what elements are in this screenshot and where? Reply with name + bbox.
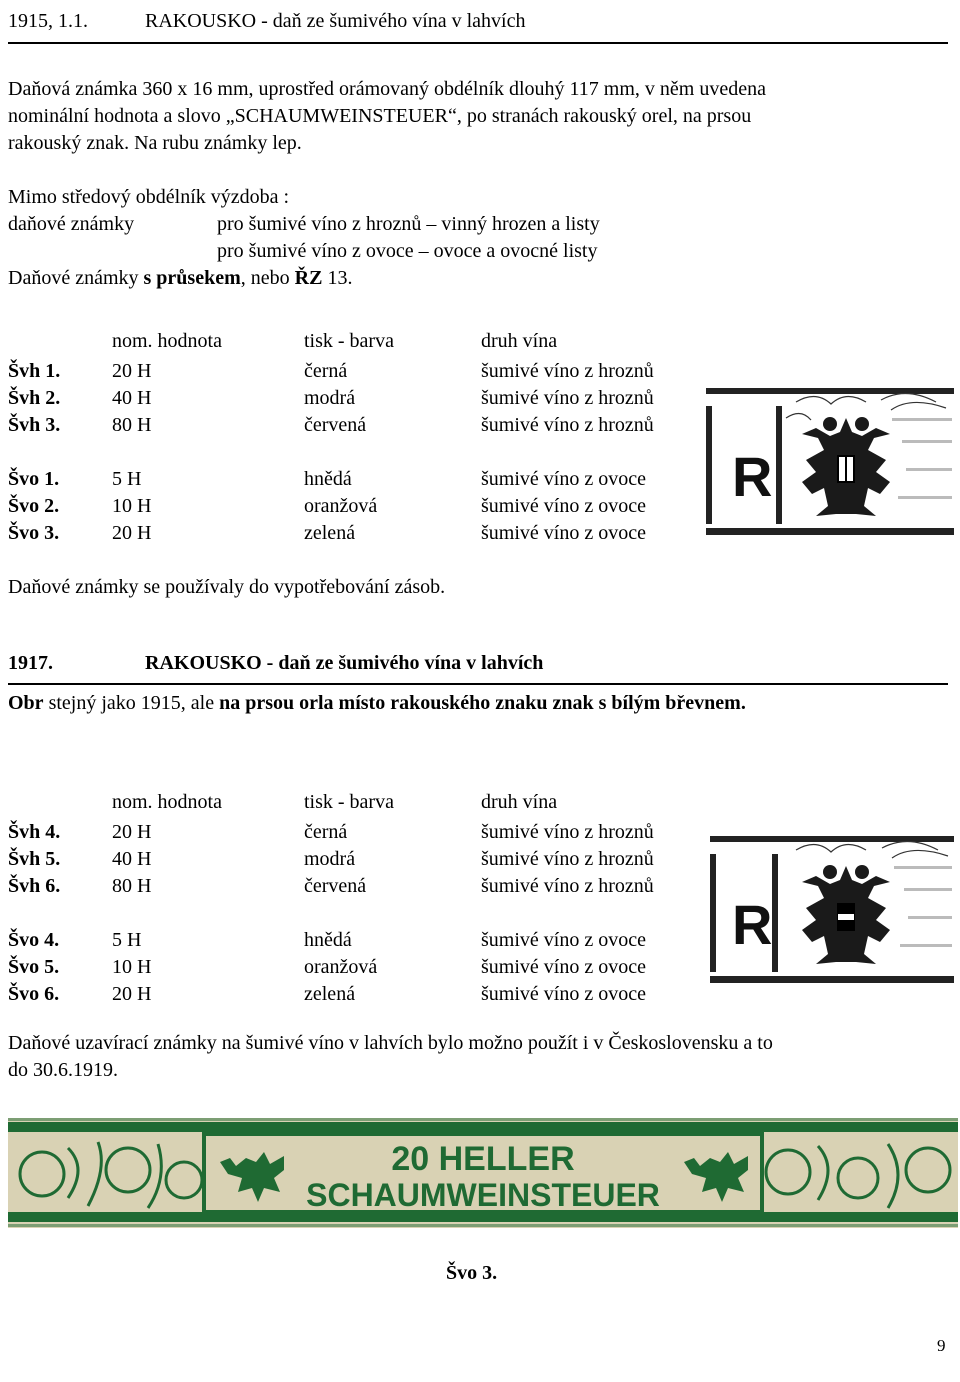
perf-suffix: 13. [322, 267, 353, 289]
row-nom: 5 H [112, 929, 142, 951]
obr-text: stejný jako 1915, ale [43, 692, 220, 714]
row-color: oranžová [304, 495, 378, 517]
row-color: černá [304, 821, 348, 843]
row-type: šumivé víno z hroznů [481, 875, 654, 897]
section2-rule [8, 683, 948, 685]
perf-mid: , nebo [240, 267, 295, 289]
obr-label: Obr [8, 692, 44, 714]
row-color: zelená [304, 983, 356, 1005]
eagle-detail-graphic-1917 [710, 826, 954, 992]
stamp-banner-image [8, 1118, 958, 1228]
row-id: Švh 3. [8, 414, 61, 436]
row-nom: 10 H [112, 495, 152, 517]
usage-line-2: do 30.6.1919. [8, 1059, 118, 1081]
row-id: Švh 2. [8, 387, 61, 409]
row-id: Švo 3. [8, 522, 60, 544]
perf-bold-1: s průsekem [143, 267, 241, 289]
row-id: Švo 5. [8, 956, 60, 978]
header-color: tisk - barva [304, 791, 394, 813]
row-type: šumivé víno z ovoce [481, 956, 646, 978]
row-color: červená [304, 875, 367, 897]
row-id: Švo 4. [8, 929, 60, 951]
row-type: šumivé víno z ovoce [481, 522, 646, 544]
stamp-detail-image-1915 [706, 378, 954, 544]
obr-bold-text: na prsou orla místo rakouského znaku znak s bílým břevnem. [219, 692, 746, 714]
section1-title: RAKOUSKO - daň ze šumivého vína v lahvích [145, 10, 526, 32]
row-id: Švh 1. [8, 360, 61, 382]
header-color: tisk - barva [304, 330, 394, 352]
thumb-letter: R [732, 445, 773, 508]
decor-label: daňové známky [8, 213, 135, 235]
row-type: šumivé víno z hroznů [481, 848, 654, 870]
row-color: hnědá [304, 929, 352, 951]
decor-title: Mimo středový obdélník výzdoba : [8, 186, 290, 208]
desc-line-3: rakouský znak. Na rubu známky lep. [8, 132, 302, 154]
section1-year: 1915, 1.1. [8, 10, 88, 32]
row-color: zelená [304, 522, 356, 544]
row-nom: 40 H [112, 848, 152, 870]
row-nom: 5 H [112, 468, 142, 490]
header-type: druh vína [481, 330, 558, 352]
row-nom: 80 H [112, 414, 152, 436]
row-type: šumivé víno z ovoce [481, 468, 646, 490]
obr-description [8, 692, 746, 715]
row-nom: 80 H [112, 875, 152, 897]
perf-prefix: Daňové známky [8, 267, 144, 289]
header-nom: nom. hodnota [112, 330, 222, 352]
row-nom: 20 H [112, 821, 152, 843]
row-color: modrá [304, 848, 356, 870]
usage-note-1915: Daňové známky se používaly do vypotřebování zásob. [8, 576, 446, 598]
banner-line-1: 20 HELLER [391, 1140, 575, 1178]
stamp-banner-graphic [8, 1118, 958, 1228]
decor-item-grapes: pro šumivé víno z hroznů – vinný hrozen a listy [217, 213, 600, 235]
usage-line-1: Daňové uzavírací známky na šumivé víno v lahvích bylo možno použít i v Československu a to [8, 1032, 773, 1054]
row-type: šumivé víno z ovoce [481, 983, 646, 1005]
section2-year: 1917. [8, 652, 53, 674]
row-id: Švo 2. [8, 495, 60, 517]
row-type: šumivé víno z hroznů [481, 387, 654, 409]
row-type: šumivé víno z ovoce [481, 495, 646, 517]
row-color: červená [304, 414, 367, 436]
row-nom: 40 H [112, 387, 152, 409]
row-type: šumivé víno z ovoce [481, 929, 646, 951]
row-id: Švo 6. [8, 983, 60, 1005]
row-type: šumivé víno z hroznů [481, 821, 654, 843]
section2-title: RAKOUSKO - daň ze šumivého vína v lahvích [145, 652, 544, 674]
perforation-note [8, 267, 352, 290]
header-nom: nom. hodnota [112, 791, 222, 813]
row-nom: 10 H [112, 956, 152, 978]
row-color: oranžová [304, 956, 378, 978]
row-type: šumivé víno z hroznů [481, 414, 654, 436]
banner-caption: Švo 3. [446, 1262, 498, 1284]
stamp-detail-image-1917 [710, 826, 954, 992]
row-id: Švh 6. [8, 875, 61, 897]
eagle-detail-graphic [706, 378, 954, 544]
thumb-letter: R [732, 893, 773, 956]
row-color: hnědá [304, 468, 352, 490]
page-number: 9 [937, 1336, 946, 1355]
banner-line-2: SCHAUMWEINSTEUER [306, 1177, 660, 1213]
desc-line-1: Daňová známka 360 x 16 mm, uprostřed orámovaný obdélník dlouhý 117 mm, v něm uvedena [8, 78, 766, 100]
desc-line-2: nominální hodnota a slovo „SCHAUMWEINSTEUER“, po stranách rakouský orel, na prsou [8, 105, 752, 127]
row-id: Švh 4. [8, 821, 61, 843]
row-id: Švo 1. [8, 468, 60, 490]
row-color: černá [304, 360, 348, 382]
perf-bold-2: ŘZ [294, 267, 323, 289]
row-nom: 20 H [112, 983, 152, 1005]
header-type: druh vína [481, 791, 558, 813]
row-id: Švh 5. [8, 848, 61, 870]
decor-item-fruit: pro šumivé víno z ovoce – ovoce a ovocné listy [217, 240, 598, 262]
row-nom: 20 H [112, 360, 152, 382]
row-type: šumivé víno z hroznů [481, 360, 654, 382]
section1-rule [8, 42, 948, 44]
row-color: modrá [304, 387, 356, 409]
row-nom: 20 H [112, 522, 152, 544]
